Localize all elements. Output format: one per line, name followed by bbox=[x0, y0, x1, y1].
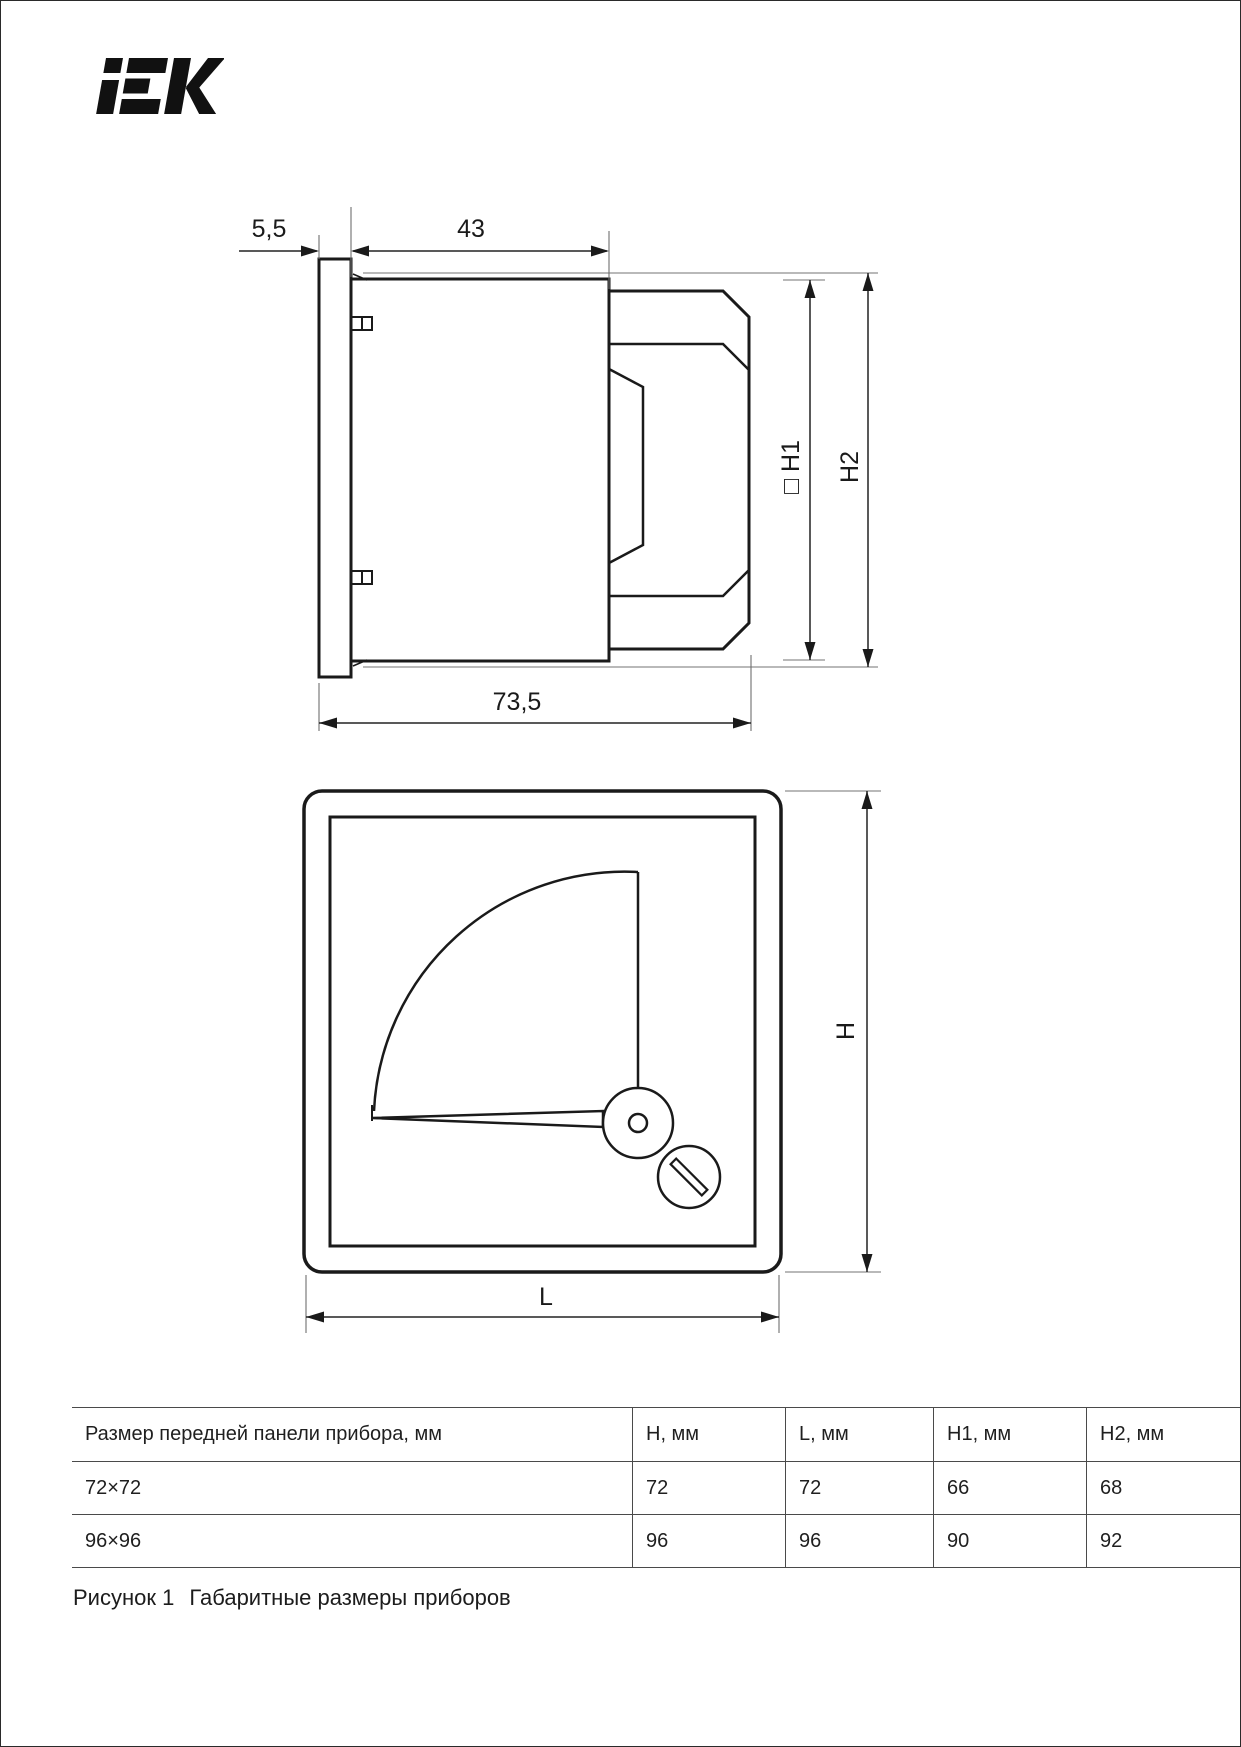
table-row bbox=[72, 1515, 1241, 1568]
cell-l: 96 bbox=[786, 1515, 934, 1568]
cell-h: 96 bbox=[633, 1515, 786, 1568]
cell-l: 72 bbox=[786, 1462, 934, 1515]
mechanism-outline bbox=[609, 369, 643, 563]
cell-h1: 66 bbox=[934, 1462, 1087, 1515]
cell-panel-size: 96×96 bbox=[85, 1529, 142, 1552]
scale-arc bbox=[374, 872, 638, 1111]
dim-height-h-label: H bbox=[831, 1021, 860, 1041]
needle bbox=[372, 1111, 603, 1127]
cell-h1: 90 bbox=[934, 1515, 1087, 1568]
panel-plate bbox=[319, 259, 351, 677]
needle-pivot bbox=[603, 1088, 673, 1158]
meter-body bbox=[351, 279, 609, 661]
mounting-clip-bottom bbox=[351, 571, 372, 584]
col-header-l: L, мм bbox=[786, 1408, 934, 1462]
cell-panel-size: 72×72 bbox=[85, 1476, 142, 1499]
figure-caption bbox=[73, 1583, 511, 1613]
dim-h1-label: □ H1 bbox=[776, 440, 805, 495]
table-header-row bbox=[72, 1408, 1241, 1462]
dim-total-depth: 73,5 bbox=[492, 687, 542, 716]
col-header-h: H, мм bbox=[633, 1408, 786, 1462]
table-row bbox=[72, 1462, 1241, 1515]
dim-width-l-label: L bbox=[539, 1282, 553, 1311]
zero-adjust-screw bbox=[658, 1146, 720, 1208]
figure-title: Габаритные размеры приборов bbox=[189, 1585, 511, 1610]
dimensions-table bbox=[72, 1407, 1241, 1568]
mounting-clip-top bbox=[351, 317, 372, 330]
dim-h2-label: H2 bbox=[835, 451, 864, 483]
front-view-drawing bbox=[304, 791, 881, 1333]
cell-h2: 68 bbox=[1087, 1462, 1241, 1515]
dim-body-depth: 43 bbox=[457, 214, 485, 243]
dim-panel-thickness: 5,5 bbox=[251, 214, 287, 243]
col-header-h1: H1, мм bbox=[934, 1408, 1087, 1462]
col-header-h2: H2, мм bbox=[1087, 1408, 1241, 1462]
cell-h2: 92 bbox=[1087, 1515, 1241, 1568]
col-header-panel-size: Размер передней панели прибора, мм bbox=[85, 1423, 443, 1445]
cell-h: 72 bbox=[633, 1462, 786, 1515]
figure-label: Рисунок 1 bbox=[73, 1585, 175, 1610]
